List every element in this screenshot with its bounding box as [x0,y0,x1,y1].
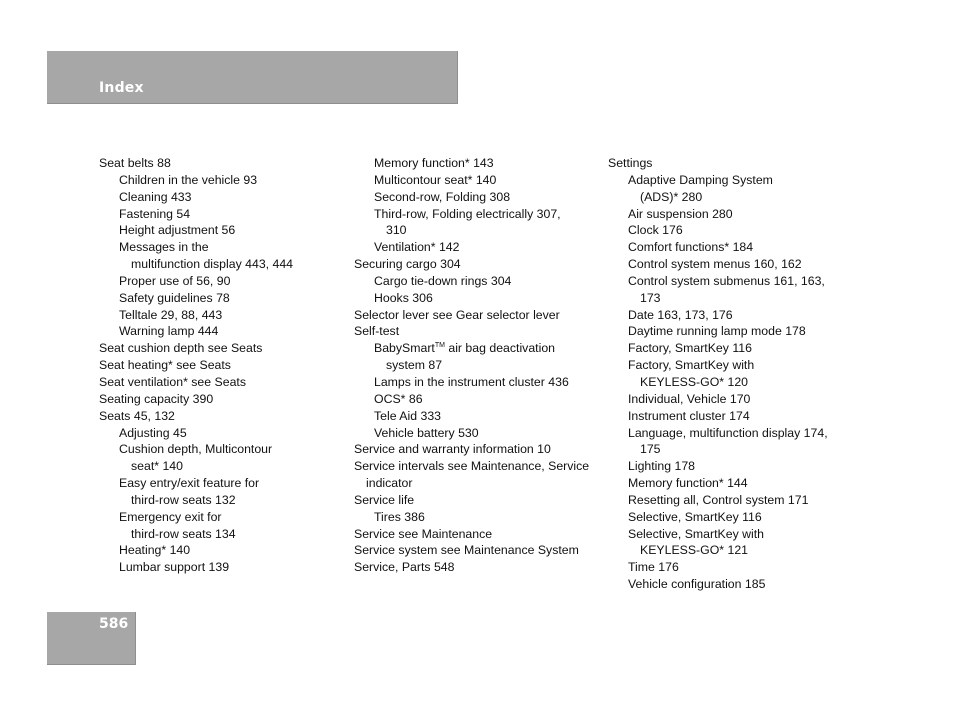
index-entry-text: Ventilation* 142 [374,240,460,255]
index-entry-text: Individual, Vehicle 170 [628,391,751,406]
index-entry-text: KEYLESS-GO* 121 [640,543,748,558]
index-entry [608,391,858,408]
index-entry [354,509,604,526]
index-entry [99,239,349,256]
index-entry-text: Height adjustment 56 [119,223,236,238]
index-entry-text: Lamps in the instrument cluster 436 [374,374,569,389]
index-entry [99,408,349,425]
index-entry-text: Cleaning 433 [119,189,192,204]
index-column-2 [354,155,604,576]
index-entry [99,172,349,189]
index-entry-text: Seat cushion depth see Seats [99,341,263,356]
index-entry [608,256,858,273]
index-entry [99,526,349,543]
index-entry [608,475,858,492]
footer-tab [47,612,136,665]
index-entry [354,189,604,206]
index-entry-text: Memory function* 144 [628,476,748,491]
index-entry [608,526,858,543]
index-entry-text: KEYLESS-GO* 120 [640,374,748,389]
index-entry [99,307,349,324]
index-entry-text: Lighting 178 [628,459,696,474]
index-entry-text: Safety guidelines 78 [119,290,230,305]
index-entry [354,526,604,543]
index-entry [99,559,349,576]
index-entry [608,509,858,526]
page-number: 586 [99,616,129,632]
index-entry-text: Date 163, 173, 176 [628,307,733,322]
index-entry-text: Clock 176 [628,223,683,238]
index-entry [99,357,349,374]
index-entry [99,290,349,307]
index-entry-text: Service see Maintenance [354,526,493,541]
index-entry [354,172,604,189]
index-entry-text: third-row seats 134 [131,526,236,541]
index-entry [354,206,604,223]
index-entry [354,307,604,324]
index-entry-text: Easy entry/exit feature for [119,476,260,491]
index-entry-text: Service intervals see Maintenance, Service [354,459,590,474]
index-entry-text: Time 176 [628,560,679,575]
header-bar [47,51,458,104]
index-entry-text: Vehicle battery 530 [374,425,479,440]
index-entry [354,357,604,374]
index-entry-text: Seat ventilation* see Seats [99,374,246,389]
index-entry-text: Language, multifunction display 174, [628,425,828,440]
index-entry-text: Third-row, Folding electrically 307, [374,206,561,221]
index-entry [608,307,858,324]
index-entry [608,374,858,391]
index-entry-text: Tele Aid 333 [374,408,442,423]
index-entry [99,222,349,239]
index-entry [354,239,604,256]
index-entry [608,222,858,239]
index-entry [99,256,349,273]
index-entry-text: Settings [608,156,653,170]
index-entry [354,542,604,559]
index-entry-text: Memory function* 143 [374,156,494,170]
index-entry [99,340,349,357]
index-entry [608,458,858,475]
index-entry [99,492,349,509]
index-entry [608,542,858,559]
index-entry [354,475,604,492]
index-column-1 [99,155,349,576]
index-entry-text: Comfort functions* 184 [628,240,754,255]
index-entry [354,222,604,239]
index-entry [608,239,858,256]
index-entry-text: Daytime running lamp mode 178 [628,324,806,339]
index-entry [354,290,604,307]
index-entry-text: Self-test [354,324,400,339]
index-entry-text: Proper use of 56, 90 [119,273,231,288]
index-entry [354,155,604,172]
index-entry-text: system 87 [386,358,443,373]
index-entry [354,374,604,391]
index-entry-text: Emergency exit for [119,509,222,524]
index-entry-text: Telltale 29, 88, 443 [119,307,223,322]
index-entry [99,323,349,340]
index-entry-text: 173 [640,290,661,305]
index-entry-text: Warning lamp 444 [119,324,219,339]
index-entry-text: Selector lever see Gear selector lever [354,307,560,322]
index-entry [608,155,858,172]
index-entry [608,290,858,307]
index-entry [354,323,604,340]
index-entry-text: Resetting all, Control system 171 [628,492,809,507]
index-entry [99,189,349,206]
index-entry [608,323,858,340]
index-entry-text: Cushion depth, Multicontour [119,442,273,457]
index-entry [354,391,604,408]
index-entry-text: Second-row, Folding 308 [374,189,511,204]
index-entry-text: Service system see Maintenance System [354,543,579,558]
index-entry [608,357,858,374]
index-entry-text: Seat belts 88 [99,156,171,170]
index-entry [99,458,349,475]
index-entry [354,492,604,509]
index-entry-text: Service and warranty information 10 [354,442,551,457]
index-entry [608,441,858,458]
index-entry [608,189,858,206]
index-entry [608,408,858,425]
index-entry [99,425,349,442]
index-entry [354,559,604,576]
index-entry [608,425,858,442]
index-entry-text: Seating capacity 390 [99,391,214,406]
index-entry-text: Control system menus 160, 162 [628,257,802,272]
index-entry [99,509,349,526]
trademark-superscript: TM [434,342,445,350]
index-entry-text: 310 [386,223,407,238]
index-entry-text: Control system submenus 161, 163, [628,273,825,288]
index-entry-text: Vehicle configuration 185 [628,577,766,592]
index-column-3 [608,155,858,593]
index-entry [354,458,604,475]
index-entry [354,273,604,290]
index-entry [99,206,349,223]
index-entry [99,155,349,172]
index-entry-text: Selective, SmartKey 116 [628,509,762,524]
index-entry-text: Selective, SmartKey with [628,526,764,541]
index-entry-text: Service life [354,492,415,507]
index-entry [99,542,349,559]
index-entry-text: BabySmart [374,341,435,356]
index-entry-text: 175 [640,442,661,457]
index-entry-text: (ADS)* 280 [640,189,703,204]
index-entry [99,441,349,458]
index-entry-text: Fastening 54 [119,206,191,221]
index-entry [99,475,349,492]
index-entry-text-continued: air bag deactivation [444,341,555,356]
index-entry-text: Factory, SmartKey 116 [628,341,752,356]
index-entry-text: indicator [366,476,413,491]
index-entry-text: Heating* 140 [119,543,191,558]
index-entry [99,273,349,290]
index-entry [608,576,858,593]
index-entry-text: Adjusting 45 [119,425,187,440]
index-entry-text: Messages in the [119,240,209,255]
index-entry [99,374,349,391]
index-entry-text: Multicontour seat* 140 [374,172,497,187]
index-entry [608,492,858,509]
index-entry-text: Children in the vehicle 93 [119,172,258,187]
index-entry-text: Air suspension 280 [628,206,733,221]
index-entry-text: Securing cargo 304 [354,257,461,272]
index-entry-text: Seat heating* see Seats [99,358,231,373]
index-entry-text: Seats 45, 132 [99,408,175,423]
index-entry [608,273,858,290]
index-entry-text: Service, Parts 548 [354,560,455,575]
index-entry-text: Tires 386 [374,509,425,524]
index-entry-text: Lumbar support 139 [119,560,230,575]
index-entry [99,391,349,408]
index-entry [354,441,604,458]
index-entry [608,340,858,357]
index-entry-text: Adaptive Damping System [628,172,773,187]
index-entry [608,172,858,189]
index-entry-text: Factory, SmartKey with [628,358,755,373]
index-entry [354,425,604,442]
index-entry [608,206,858,223]
index-entry [354,408,604,425]
index-entry-text: OCS* 86 [374,391,423,406]
page-title: Index [99,80,144,96]
index-entry-text: Instrument cluster 174 [628,408,750,423]
index-entry-text: third-row seats 132 [131,492,236,507]
index-entry [354,256,604,273]
index-entry-text: Cargo tie-down rings 304 [374,273,512,288]
index-entry-text: multifunction display 443, 444 [131,257,294,272]
index-entry [354,340,604,357]
index-entry [608,559,858,576]
index-entry-text: Hooks 306 [374,290,433,305]
index-entry-text: seat* 140 [131,459,183,474]
